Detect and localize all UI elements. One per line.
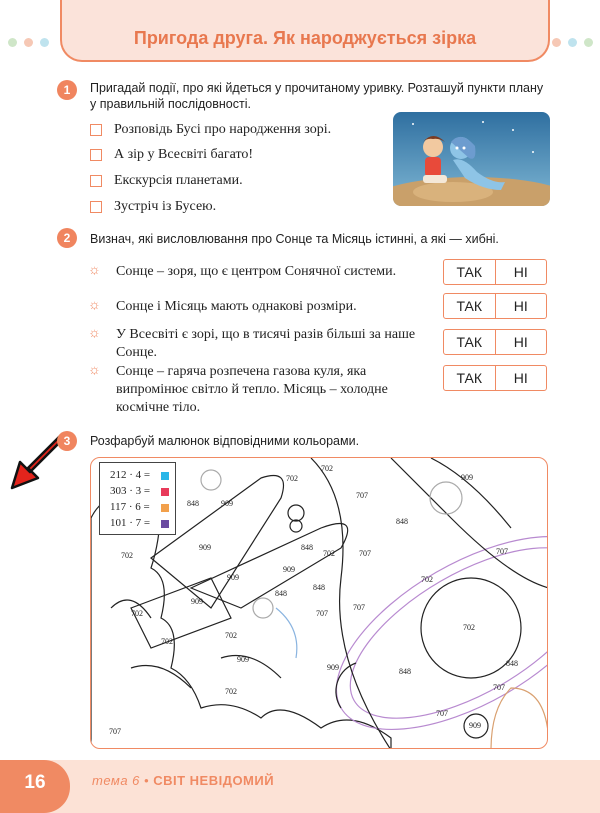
key-expression: 101 · 7 =: [110, 517, 151, 529]
dot: [40, 38, 49, 47]
region-label: 702: [161, 637, 173, 646]
theme-label: [92, 773, 274, 788]
region-label: 707: [316, 609, 328, 618]
task-number: 1: [57, 80, 77, 100]
key-swatch: [161, 472, 169, 480]
region-label: 909: [327, 663, 339, 672]
dot: [24, 38, 33, 47]
region-label: 909: [237, 655, 249, 664]
sun-bullet-icon: ☼: [88, 326, 101, 341]
region-label: 702: [225, 687, 237, 696]
plan-item-text: Розповідь Бусі про народження зорі.: [114, 122, 332, 137]
region-label: 909: [469, 721, 481, 730]
region-label: 702: [421, 575, 433, 584]
dot: [568, 38, 577, 47]
task-number: 3: [57, 431, 77, 451]
true-false-choice: [443, 293, 547, 319]
region-label: 909: [227, 573, 239, 582]
region-label: 702: [323, 549, 335, 558]
region-label: 707: [109, 727, 121, 736]
key-swatch: [161, 504, 169, 512]
region-label: 702: [463, 623, 475, 632]
plan-item: [90, 197, 216, 217]
statement-text: У Всесвіті є зорі, що в тисячі разів більші за наше Сонце.: [116, 327, 416, 360]
region-label: 707: [436, 709, 448, 718]
checkbox[interactable]: [90, 149, 102, 161]
region-label: 848: [506, 659, 518, 668]
key-swatch: [161, 488, 169, 496]
task-number: 2: [57, 228, 77, 248]
false-option[interactable]: НІ: [513, 264, 528, 280]
page-title: Пригода друга. Як народжується зірка: [133, 28, 477, 48]
true-false-choice: [443, 259, 547, 285]
region-label: 702: [321, 464, 333, 473]
region-label: 848: [187, 499, 199, 508]
page-number: 16: [0, 760, 70, 813]
dot: [8, 38, 17, 47]
true-false-choice: [443, 365, 547, 391]
region-label: 707: [359, 549, 371, 558]
plan-item-text: А зір у Всесвіті багато!: [114, 147, 254, 162]
region-label: 909: [191, 597, 203, 606]
true-option[interactable]: ТАК: [444, 330, 496, 354]
true-option[interactable]: ТАК: [444, 294, 496, 318]
region-label: 702: [121, 551, 133, 560]
plan-item: [90, 120, 331, 140]
key-expression: 212 · 4 =: [110, 469, 151, 481]
region-label: 707: [356, 491, 368, 500]
red-arrow-icon: [8, 432, 64, 497]
region-label: 909: [221, 499, 233, 508]
region-label: 848: [396, 517, 408, 526]
sun-bullet-icon: ☼: [88, 298, 101, 313]
task-question: Пригадай події, про які йдеться у прочитаному уривку. Розташуй пункти плану у правильній послідовності.: [90, 81, 544, 111]
sun-bullet-icon: ☼: [88, 263, 101, 278]
statement-text: Сонце – зоря, що є центром Сонячної системи.: [116, 264, 397, 279]
dot: [552, 38, 561, 47]
region-label: 848: [275, 589, 287, 598]
false-option[interactable]: НІ: [513, 334, 528, 350]
true-false-choice: [443, 329, 547, 355]
sun-bullet-icon: ☼: [88, 363, 101, 378]
plan-item-text: Екскурсія планетами.: [114, 173, 243, 188]
region-label: 702: [131, 609, 143, 618]
key-swatch: [161, 520, 169, 528]
region-label: 848: [313, 583, 325, 592]
region-label: 702: [286, 474, 298, 483]
story-illustration: [393, 112, 550, 206]
false-option[interactable]: НІ: [513, 298, 528, 314]
footer-bar: [0, 760, 600, 813]
task-question: Визнач, які висловлювання про Сонце та Місяць істинні, а які — хибні.: [90, 232, 499, 246]
color-key: [99, 462, 176, 535]
region-label: 848: [301, 543, 313, 552]
checkbox[interactable]: [90, 201, 102, 213]
checkbox[interactable]: [90, 124, 102, 136]
region-label: 909: [283, 565, 295, 574]
false-option[interactable]: НІ: [513, 370, 528, 386]
key-expression: 303 · 3 =: [110, 485, 151, 497]
plan-item-text: Зустріч із Бусею.: [114, 199, 217, 214]
true-option[interactable]: ТАК: [444, 366, 496, 390]
theme-prefix: тема 6 •: [92, 773, 150, 788]
plan-item: [90, 171, 243, 191]
key-expression: 117 · 6 =: [110, 501, 150, 513]
region-label: 707: [496, 547, 508, 556]
plan-item: [90, 145, 253, 165]
region-label: 707: [353, 603, 365, 612]
statement-text: Сонце і Місяць мають однакові розміри.: [116, 299, 357, 314]
true-option[interactable]: ТАК: [444, 260, 496, 284]
theme-name: СВІТ НЕВІДОМИЙ: [153, 773, 275, 788]
checkbox[interactable]: [90, 175, 102, 187]
statement-text: Сонце – гаряча розпечена газова куля, яка випромінює світло й тепло. Місяць – холодне космічне тіло.: [116, 364, 388, 415]
region-label: 702: [225, 631, 237, 640]
region-label: 707: [493, 683, 505, 692]
dot: [584, 38, 593, 47]
region-label: 848: [399, 667, 411, 676]
region-label: 909: [199, 543, 211, 552]
region-label: 909: [461, 473, 473, 482]
task-question: Розфарбуй малюнок відповідними кольорами.: [90, 434, 360, 448]
